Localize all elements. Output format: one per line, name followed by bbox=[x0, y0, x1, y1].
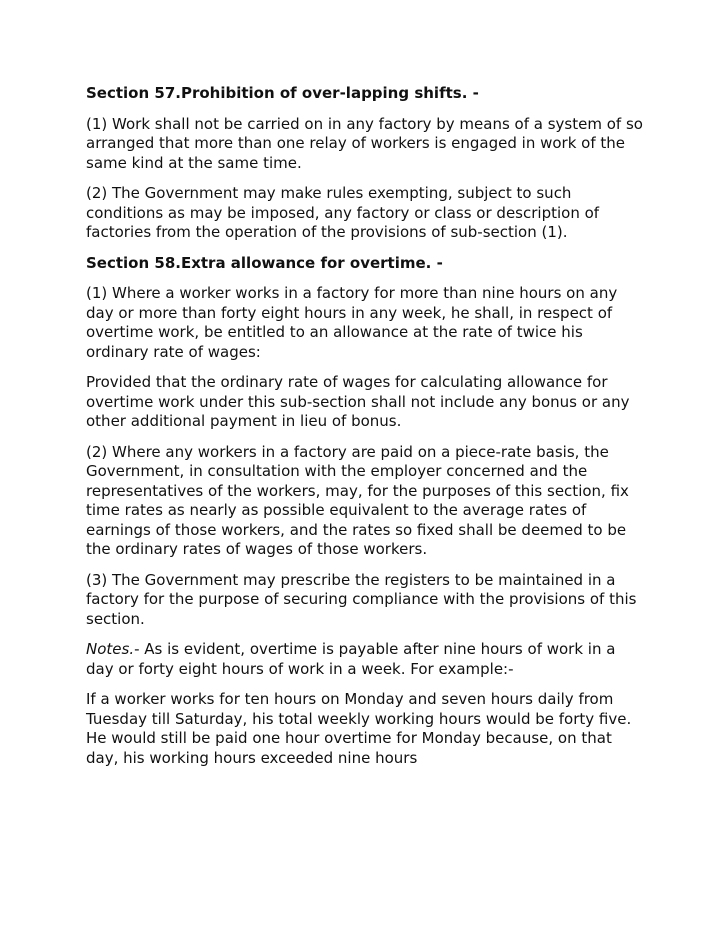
section-58-subsection-1: (1) Where a worker works in a factory for more than nine hours on any day or more than forty eight hours in any week, he shall, in respect of overtime work, be entitled to an allowance at the rate of twice his ordinary rate of wages: bbox=[86, 284, 618, 361]
section-57-subsection-2: (2) The Government may make rules exempting, subject to such conditions as may be imposed, any factory or class or description of factories from the operation of the provisions of sub-section (1). bbox=[86, 184, 600, 241]
section-58-subsection-2: (2) Where any workers in a factory are paid on a piece-rate basis, the Government, in consultation with the employer concerned and the representatives of the workers, may, for the purposes of this section, fix time rates as nearly as possible equivalent to the average rates of earnings of those workers, and the rates so fixed shall be deemed to be the ordinary rates of wages of those workers. bbox=[86, 442, 629, 558]
section-58-heading: Section 58.Extra allowance for overtime. - bbox=[86, 253, 443, 272]
section-57-heading: Section 57.Prohibition of over-lapping shifts. - bbox=[86, 84, 479, 102]
section-57-subsection-1: (1) Work shall not be carried on in any factory by means of a system of so arranged that more than one relay of workers is engaged in work of the same kind at the same time. bbox=[86, 114, 643, 172]
notes-example: If a worker works for ten hours on Monday and seven hours daily from Tuesday till Saturday, his total weekly working hours would be forty five. He would still be paid one hour overtime for Monday because, on that day, his working hours exceeded nine hours bbox=[86, 690, 632, 767]
notes-text: - As is evident, overtime is payable after nine hours of work in a day or forty eight hours of work in a week. For example:- bbox=[86, 640, 616, 678]
section-58-subsection-3: (3) The Government may prescribe the registers to be maintained in a factory for the purpose of securing compliance with the provisions of this section. bbox=[86, 570, 637, 628]
notes-paragraph bbox=[86, 640, 646, 679]
document-page bbox=[86, 84, 646, 779]
section-58-proviso: Provided that the ordinary rate of wages for calculating allowance for overtime work under this sub-section shall not include any bonus or any other additional payment in lieu of bonus. bbox=[86, 373, 630, 430]
notes-label: Notes. bbox=[86, 640, 135, 658]
